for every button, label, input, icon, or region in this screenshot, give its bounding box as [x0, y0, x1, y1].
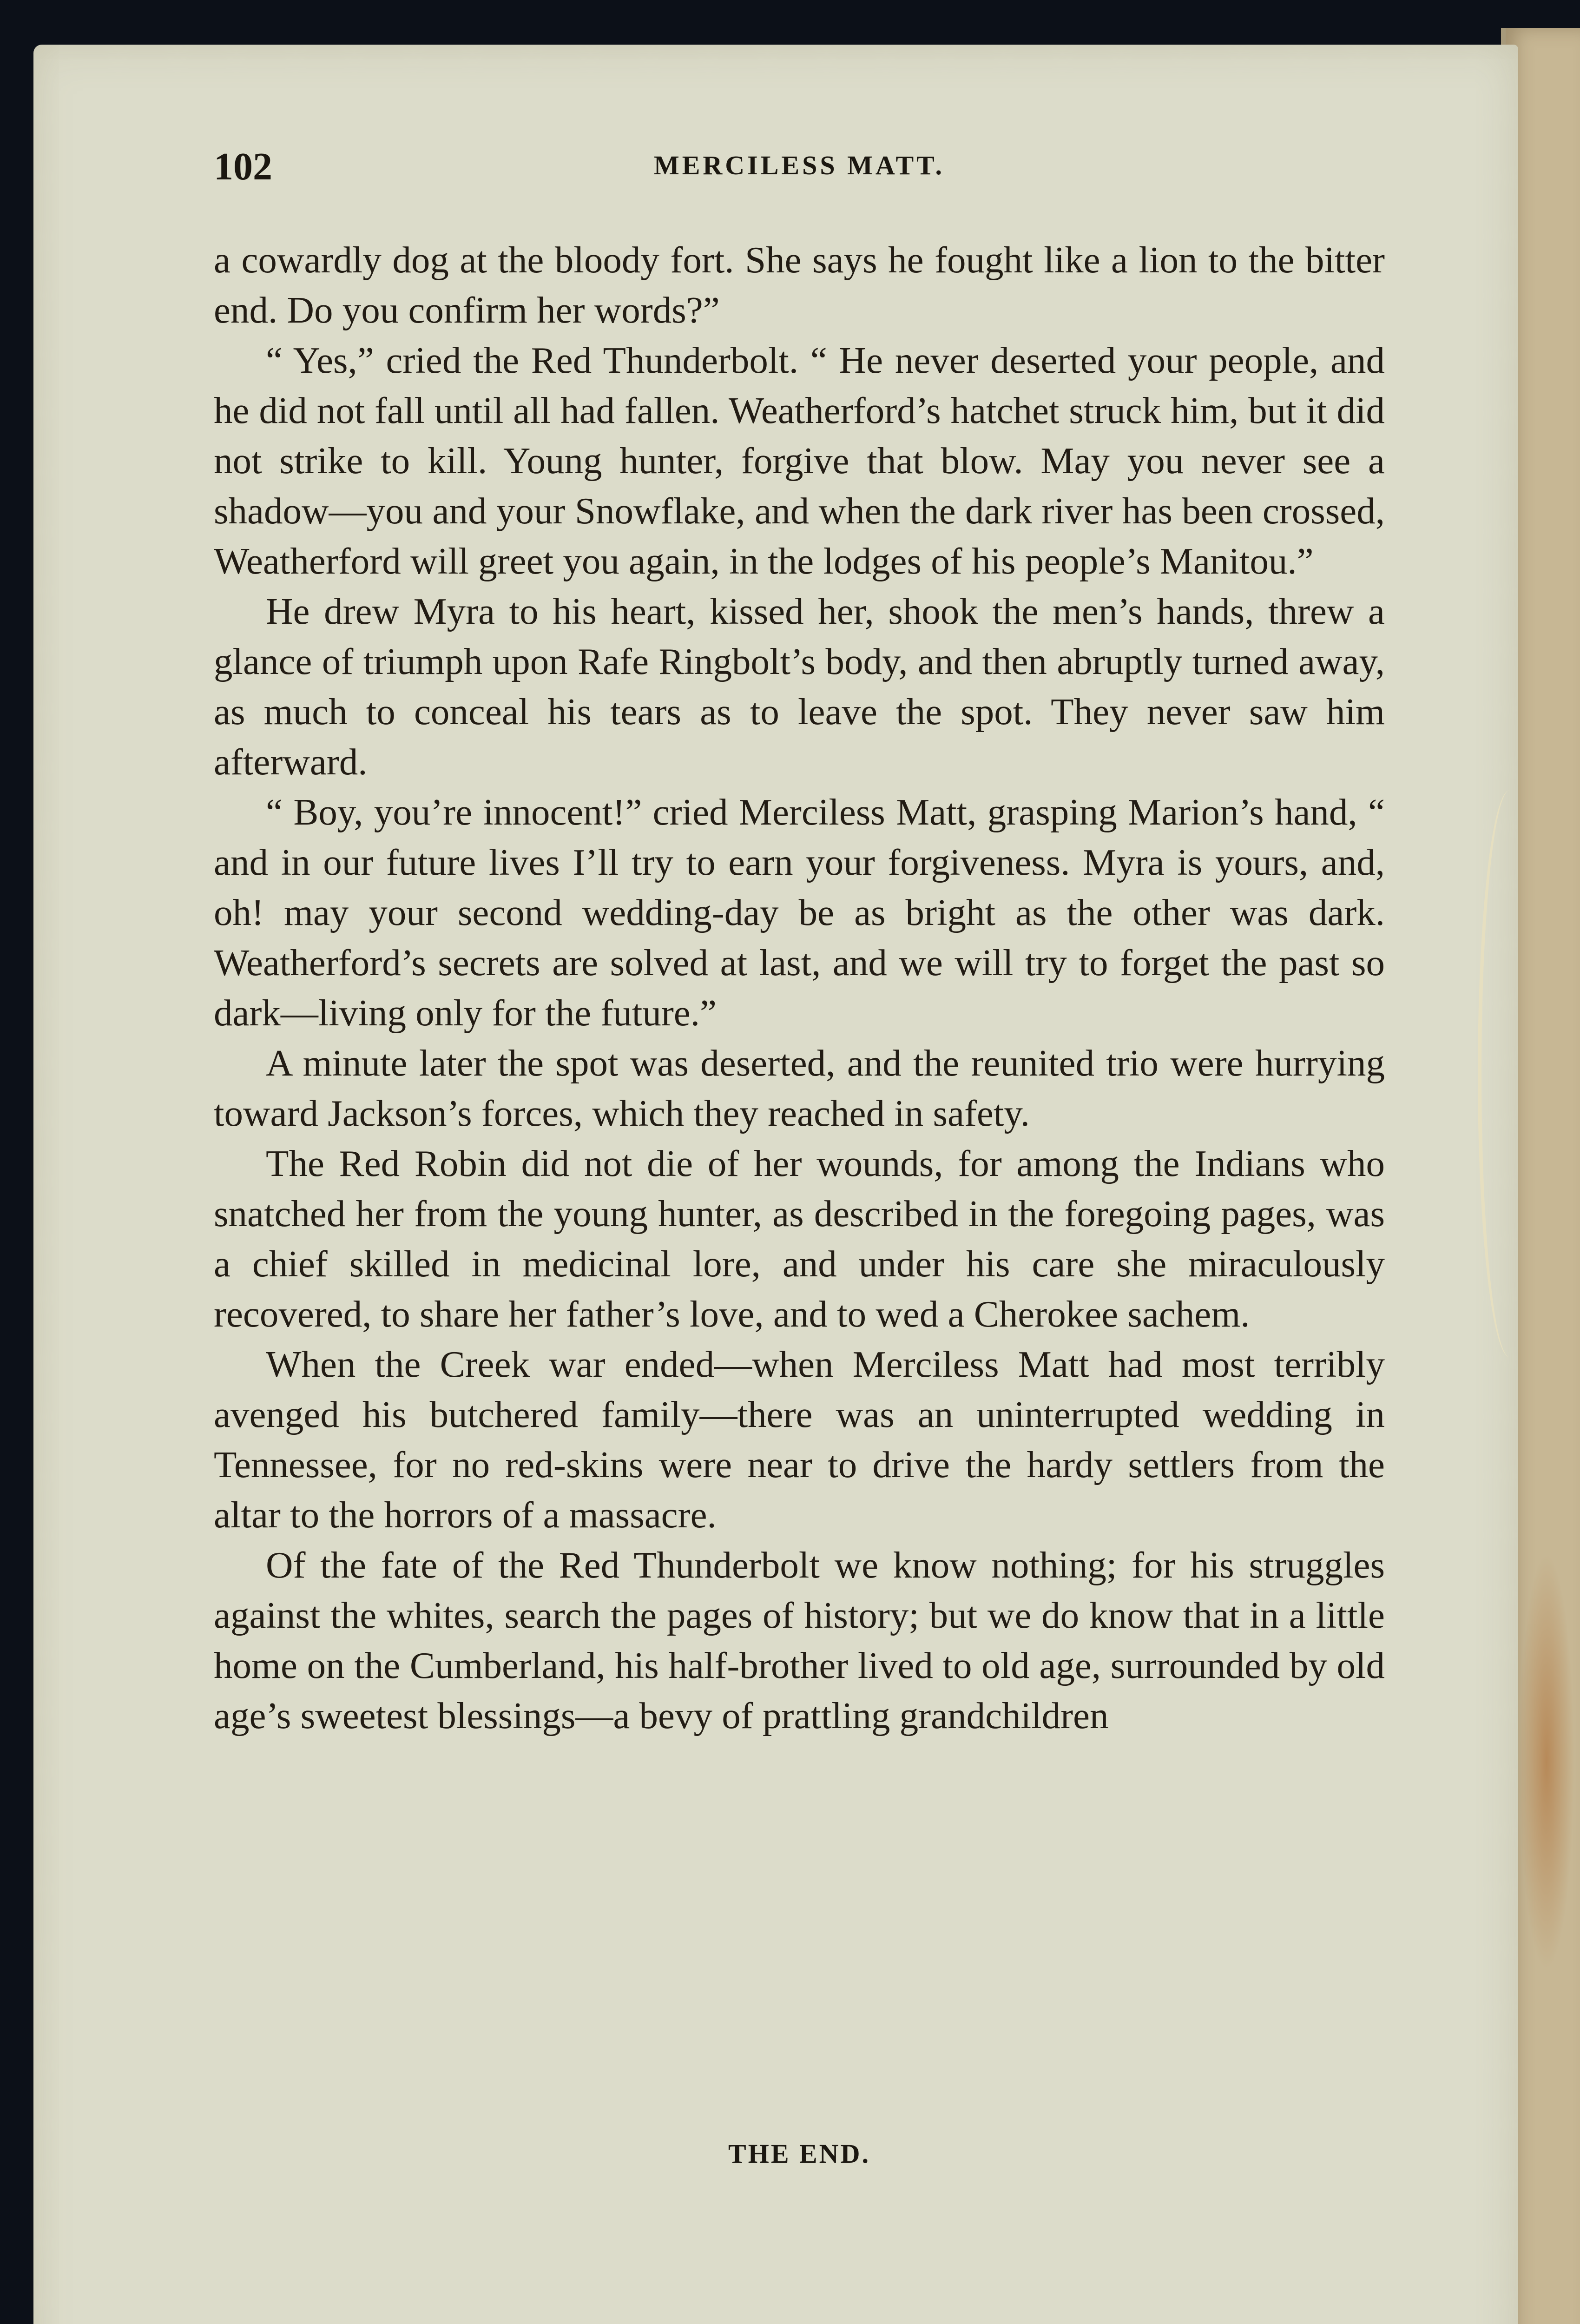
- paragraph: “ Yes,” cried the Red Thunderbolt. “ He never deserted your people, and he did not fall until all had fallen. Weatherford’s hatchet struck him, but it did not strike to kill. Young hunter, forgive that blow. May you never see a shadow—you and your Snowflake, and when the dark river has been crossed, Weatherford will greet you again, in the lodges of his people’s Manitou.”: [214, 339, 1385, 582]
- binding-thread: [1478, 790, 1542, 1357]
- page-number: 102: [214, 145, 272, 188]
- paragraph: When the Creek war ended—when Merciless Matt had most terribly avenged his butchered family—there was an uninterrupted wedding in Tennessee, for no red-skins were near to drive the hardy settlers from the altar to the horrors of a massacre.: [214, 1343, 1385, 1536]
- paragraph: a cowardly dog at the bloody fort. She says he fought like a lion to the bitter end. Do you confirm her words?”: [214, 239, 1385, 331]
- book-title: MERCILESS MATT.: [653, 150, 945, 180]
- paragraph: A minute later the spot was deserted, and the reunited trio were hurrying toward Jackson’s forces, which they reached in safety.: [214, 1042, 1385, 1134]
- foxing-stain: [1519, 1552, 1574, 1971]
- paragraph: Of the fate of the Red Thunderbolt we know nothing; for his struggles against the whites, search the pages of history; but we do know that in a little home on the Cumberland, his half-brother lived to old age, surrounded by old age’s sweetest blessings—a bevy of prattling grandchildren: [214, 1544, 1385, 1736]
- running-head: [214, 144, 1385, 200]
- paragraph: “ Boy, you’re innocent!” cried Merciless Matt, grasping Marion’s hand, “ and in our future lives I’ll try to earn your forgiveness. Myra is yours, and, oh! may your second wedding-day be as bright as the other was dark. Weatherford’s secrets are solved at last, and we will try to forget the past so dark—living only for the future.”: [214, 791, 1385, 1034]
- paragraph: The Red Robin did not die of her wounds, for among the Indians who snatched her from the young hunter, as described in the foregoing pages, was a chief skilled in medicinal lore, and under his care she miraculously recovered, to share her father’s love, and to wed a Cherokee sachem.: [214, 1142, 1385, 1335]
- paragraph: He drew Myra to his heart, kissed her, shook the men’s hands, threw a glance of triumph upon Rafe Ringbolt’s body, and then abruptly turned away, as much to conceal his tears as to leave the spot. They never saw him afterward.: [214, 590, 1385, 783]
- body-text: [214, 235, 1385, 1741]
- the-end-heading: THE END.: [728, 2139, 870, 2169]
